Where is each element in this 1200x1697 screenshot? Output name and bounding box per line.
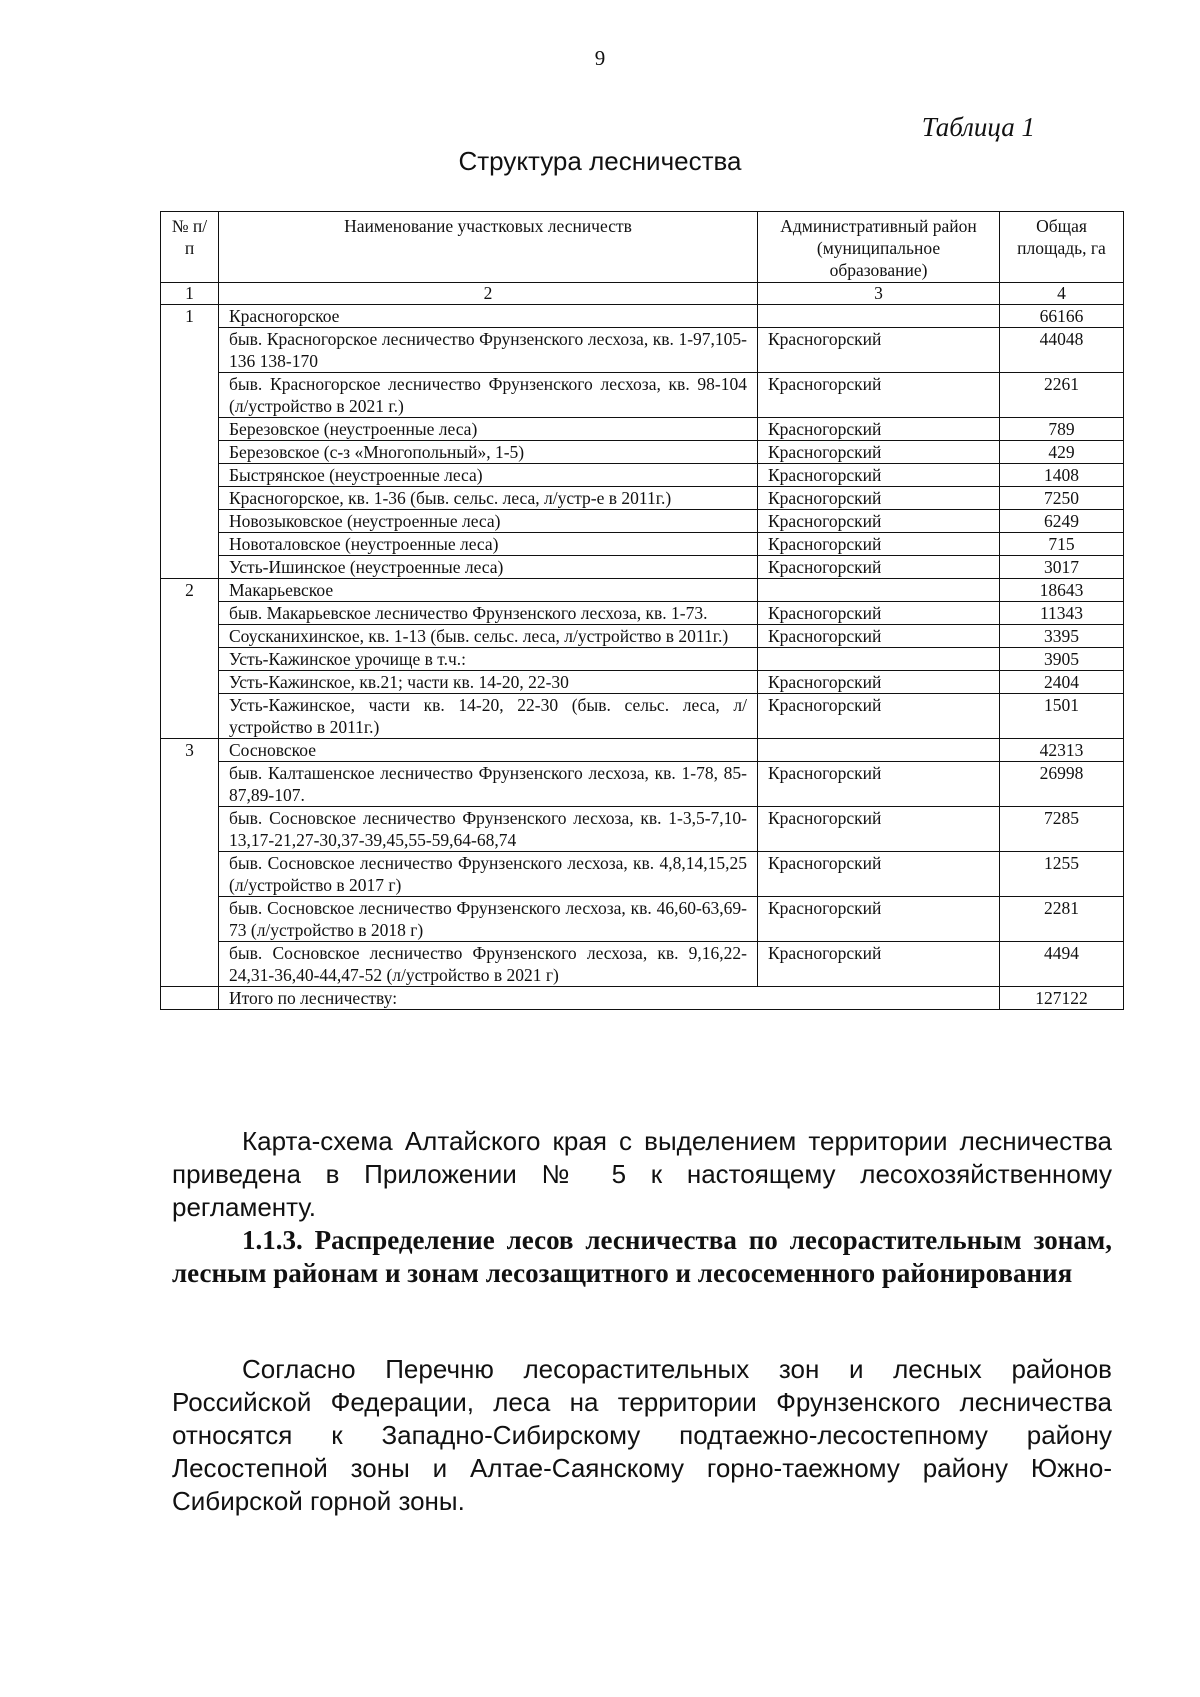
area-value: 7285 [1000, 807, 1124, 852]
district-name: Красногорский [758, 602, 1000, 625]
table-header-row [161, 212, 1124, 283]
district-name: Красногорский [758, 487, 1000, 510]
column-number: 3 [758, 283, 1000, 305]
column-number: 1 [161, 283, 219, 305]
area-value: 7250 [1000, 487, 1124, 510]
table-row [161, 602, 1124, 625]
area-value: 715 [1000, 533, 1124, 556]
district-name: Красногорский [758, 897, 1000, 942]
table-row [161, 897, 1124, 942]
district-name: Красногорский [758, 418, 1000, 441]
table-row [161, 441, 1124, 464]
paragraph-map-reference: Карта-схема Алтайского края с выделением территории лесничества приведена в Приложении № 5 к настоящему лесохозяйственному регламенту. [172, 1126, 1112, 1222]
district-name [758, 579, 1000, 602]
paragraph-zones: Согласно Перечню лесорастительных зон и лесных районов Российской Федерации, леса на территории Фрунзенского лесничества относятся к Западно-Сибирскому подтаежно-лесостепному району Лесостепной зоны и Алтае-Саянскому горно-таежному району Южно-Сибирской горной зоны. [172, 1354, 1112, 1516]
forestry-name: Усть-Кажинское, части кв. 14-20, 22-30 (быв. сельс. леса, л/устройство в 2011г.) [219, 694, 758, 739]
forestry-name: Березовское (с-з «Многопольный», 1-5) [219, 441, 758, 464]
district-name: Красногорский [758, 671, 1000, 694]
table-row [161, 807, 1124, 852]
area-value: 1501 [1000, 694, 1124, 739]
district-name: Красногорский [758, 464, 1000, 487]
area-value: 4494 [1000, 942, 1124, 987]
district-name: Красногорский [758, 328, 1000, 373]
table-row [161, 487, 1124, 510]
district-name [758, 648, 1000, 671]
district-name: Красногорский [758, 510, 1000, 533]
area-value: 3395 [1000, 625, 1124, 648]
district-name: Красногорский [758, 852, 1000, 897]
total-label: Итого по лесничеству: [219, 987, 1000, 1010]
forestry-name: быв. Сосновское лесничество Фрунзенского лесхоза, кв. 9,16,22-24,31-36,40-44,47-52 (л/устройство в 2021 г) [219, 942, 758, 987]
header-area: Общая площадь, га [1000, 212, 1124, 283]
forestry-name: Усть-Кажинское урочище в т.ч.: [219, 648, 758, 671]
table-label: Таблица 1 [921, 112, 1035, 142]
district-name: Красногорский [758, 694, 1000, 739]
row-number: 1 [161, 305, 219, 579]
district-name: Красногорский [758, 807, 1000, 852]
table-row [161, 510, 1124, 533]
table-row [161, 579, 1124, 602]
forestry-name: быв. Красногорское лесничество Фрунзенского лесхоза, кв. 98-104 (л/устройство в 2021 г.) [219, 373, 758, 418]
forestry-name: Красногорское [219, 305, 758, 328]
section-heading: 1.1.3. Распределение лесов лесничества по лесорастительным зонам, лесным районам и зонам лесозащитного и лесосеменного районирования [172, 1225, 1112, 1288]
column-number: 2 [219, 283, 758, 305]
area-value: 2404 [1000, 671, 1124, 694]
forestry-name: Макарьевское [219, 579, 758, 602]
column-number-row [161, 283, 1124, 305]
row-number: 3 [161, 739, 219, 987]
total-empty-cell [161, 987, 219, 1010]
area-value: 2281 [1000, 897, 1124, 942]
table-row [161, 464, 1124, 487]
forestry-name: быв. Красногорское лесничество Фрунзенского лесхоза, кв. 1-97,105-136 138-170 [219, 328, 758, 373]
forestry-name: Новозыковское (неустроенные леса) [219, 510, 758, 533]
forestry-name: Быстрянское (неустроенные леса) [219, 464, 758, 487]
forestry-name: быв. Сосновское лесничество Фрунзенского лесхоза, кв. 1-3,5-7,10-13,17-21,27-30,37-39,45,55-59,64-68,74 [219, 807, 758, 852]
area-value: 3017 [1000, 556, 1124, 579]
district-name: Красногорский [758, 373, 1000, 418]
district-name: Красногорский [758, 942, 1000, 987]
forestry-name: Усть-Ишинское (неустроенные леса) [219, 556, 758, 579]
header-name: Наименование участковых лесничеств [219, 212, 758, 283]
area-value: 66166 [1000, 305, 1124, 328]
forestry-name: быв. Сосновское лесничество Фрунзенского лесхоза, кв. 46,60-63,69-73 (л/устройство в 2018 г) [219, 897, 758, 942]
table-row [161, 305, 1124, 328]
district-name [758, 739, 1000, 762]
district-name: Красногорский [758, 533, 1000, 556]
table-row [161, 762, 1124, 807]
area-value: 26998 [1000, 762, 1124, 807]
area-value: 44048 [1000, 328, 1124, 373]
table-row [161, 648, 1124, 671]
area-value: 11343 [1000, 602, 1124, 625]
forestry-name: быв. Макарьевское лесничество Фрунзенского лесхоза, кв. 1-73. [219, 602, 758, 625]
table-row [161, 418, 1124, 441]
area-value: 6249 [1000, 510, 1124, 533]
area-value: 1255 [1000, 852, 1124, 897]
table-row [161, 852, 1124, 897]
district-name: Красногорский [758, 556, 1000, 579]
district-name: Красногорский [758, 762, 1000, 807]
district-name: Красногорский [758, 441, 1000, 464]
area-value: 1408 [1000, 464, 1124, 487]
district-name [758, 305, 1000, 328]
table-body [161, 305, 1124, 1010]
forestry-name: Соусканихинское, кв. 1-13 (быв. сельс. леса, л/устройство в 2011г.) [219, 625, 758, 648]
table-row [161, 328, 1124, 373]
forestry-name: Новоталовское (неустроенные леса) [219, 533, 758, 556]
column-number: 4 [1000, 283, 1124, 305]
area-value: 18643 [1000, 579, 1124, 602]
area-value: 789 [1000, 418, 1124, 441]
district-name: Красногорский [758, 625, 1000, 648]
table-row [161, 694, 1124, 739]
area-value: 429 [1000, 441, 1124, 464]
header-number: № п/п [161, 212, 219, 283]
table-row [161, 671, 1124, 694]
forestry-name: быв. Калташенское лесничество Фрунзенского лесхоза, кв. 1-78, 85-87,89-107. [219, 762, 758, 807]
forestry-name: быв. Сосновское лесничество Фрунзенского лесхоза, кв. 4,8,14,15,25 (л/устройство в 2017 г) [219, 852, 758, 897]
table-row [161, 533, 1124, 556]
forestry-name: Березовское (неустроенные леса) [219, 418, 758, 441]
row-number: 2 [161, 579, 219, 739]
forestry-name: Красногорское, кв. 1-36 (быв. сельс. леса, л/устр-е в 2011г.) [219, 487, 758, 510]
area-value: 2261 [1000, 373, 1124, 418]
table-row [161, 942, 1124, 987]
table-row [161, 739, 1124, 762]
table-title: Структура лесничества [458, 146, 742, 176]
table-row [161, 625, 1124, 648]
table-row [161, 556, 1124, 579]
header-district: Административный район (муниципальное образование) [758, 212, 1000, 283]
area-value: 3905 [1000, 648, 1124, 671]
forestry-name: Сосновское [219, 739, 758, 762]
forestry-name: Усть-Кажинское, кв.21; части кв. 14-20, 22-30 [219, 671, 758, 694]
area-value: 42313 [1000, 739, 1124, 762]
total-row [161, 987, 1124, 1010]
total-area: 127122 [1000, 987, 1124, 1010]
table-row [161, 373, 1124, 418]
forestry-structure-table [160, 211, 1124, 1010]
page-number: 9 [594, 46, 606, 70]
